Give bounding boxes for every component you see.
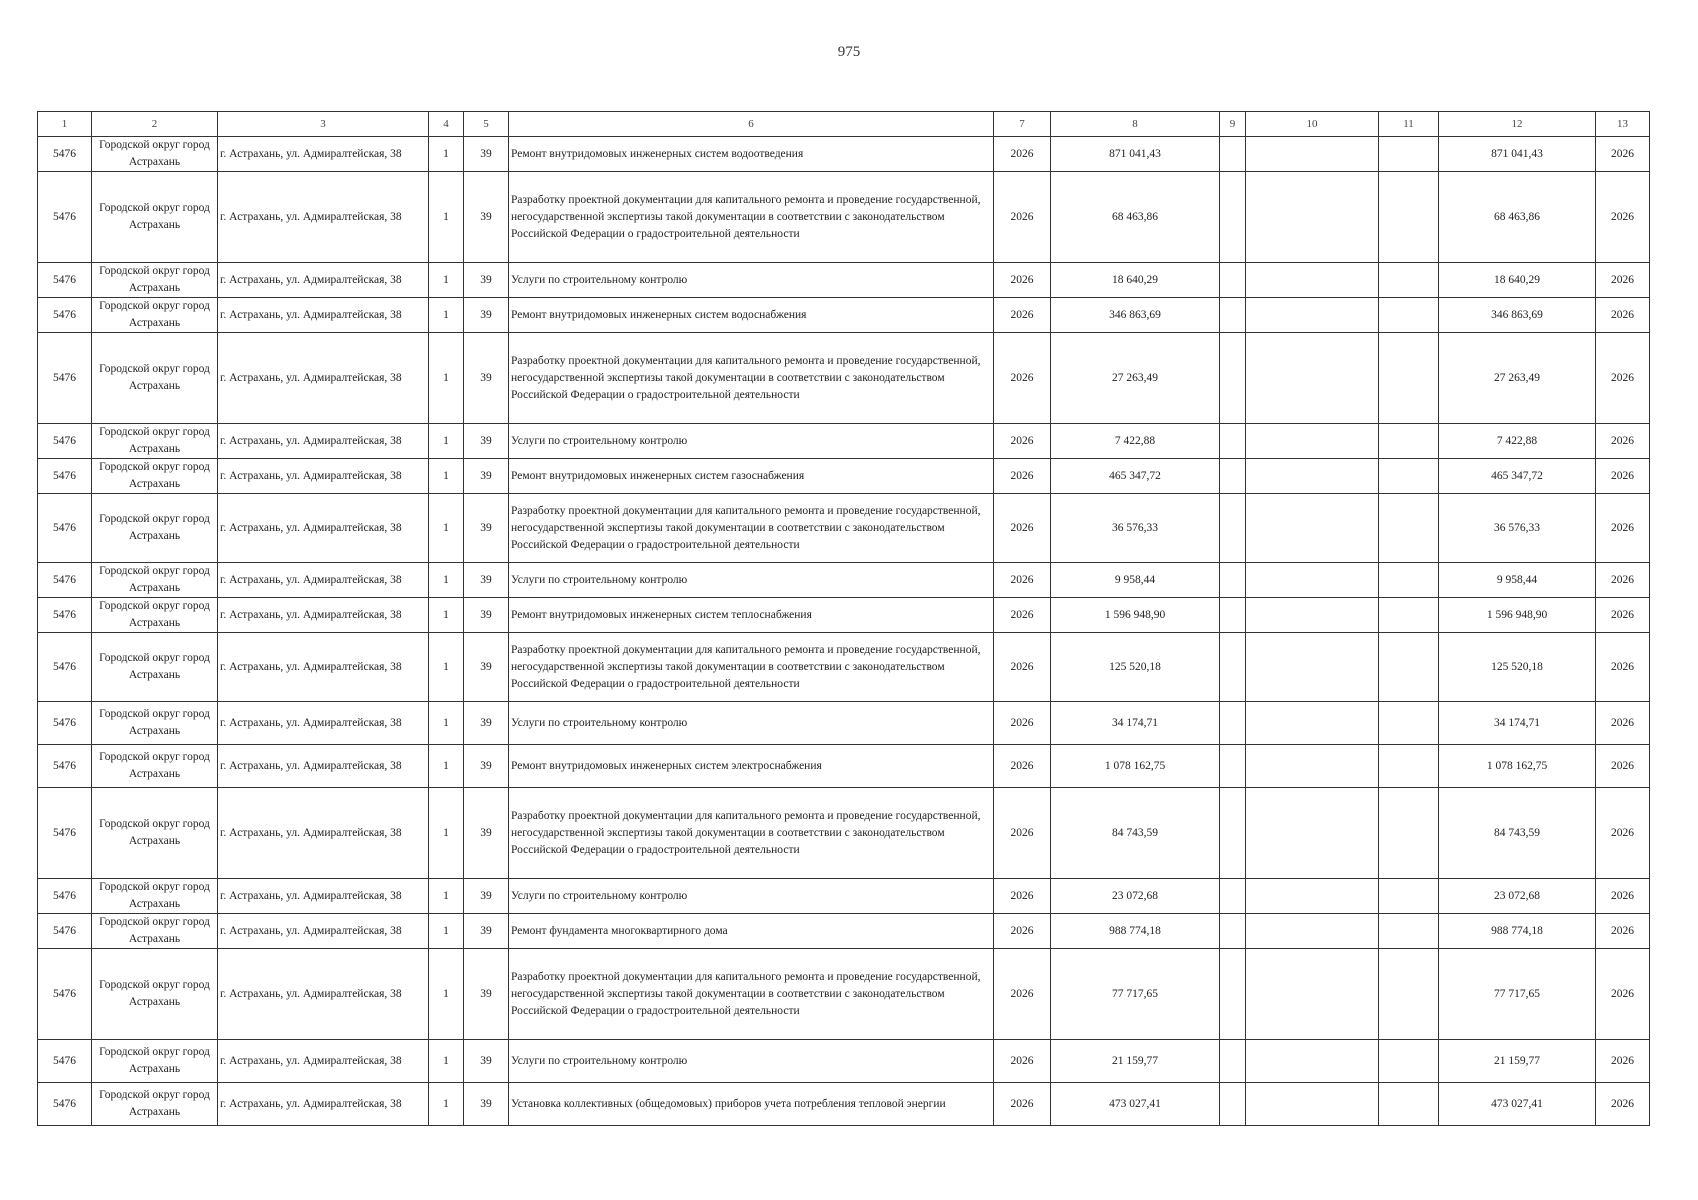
col-9-cell <box>1220 702 1246 745</box>
column-header: 9 <box>1220 112 1246 137</box>
cost-cell: 18 640,29 <box>1051 263 1220 298</box>
building-code-cell: 1 <box>429 137 464 172</box>
row-id-cell: 5476 <box>38 1040 92 1083</box>
municipality-cell: Городской округ город Астрахань <box>92 788 218 879</box>
col-10-cell <box>1246 424 1379 459</box>
cost-cell: 988 774,18 <box>1051 914 1220 949</box>
table-row <box>38 1083 1650 1126</box>
work-type-cell: Услуги по строительному контролю <box>509 263 994 298</box>
building-code-cell: 1 <box>429 1083 464 1126</box>
address-cell: г. Астрахань, ул. Адмиралтейская, 38 <box>218 633 429 702</box>
municipality-cell: Городской округ город Астрахань <box>92 298 218 333</box>
address-cell: г. Астрахань, ул. Адмиралтейская, 38 <box>218 333 429 424</box>
address-cell: г. Астрахань, ул. Адмиралтейская, 38 <box>218 745 429 788</box>
work-code-cell: 39 <box>464 914 509 949</box>
total-cost-cell: 68 463,86 <box>1439 172 1596 263</box>
address-cell: г. Астрахань, ул. Адмиралтейская, 38 <box>218 137 429 172</box>
total-cost-cell: 18 640,29 <box>1439 263 1596 298</box>
cost-cell: 9 958,44 <box>1051 563 1220 598</box>
work-code-cell: 39 <box>464 137 509 172</box>
row-id-cell: 5476 <box>38 879 92 914</box>
cost-cell: 1 078 162,75 <box>1051 745 1220 788</box>
cost-cell: 21 159,77 <box>1051 1040 1220 1083</box>
total-cost-cell: 125 520,18 <box>1439 633 1596 702</box>
column-header: 10 <box>1246 112 1379 137</box>
col-10-cell <box>1246 494 1379 563</box>
cost-cell: 465 347,72 <box>1051 459 1220 494</box>
table-row <box>38 494 1650 563</box>
col-10-cell <box>1246 633 1379 702</box>
total-cost-cell: 473 027,41 <box>1439 1083 1596 1126</box>
year-cell: 2026 <box>994 494 1051 563</box>
total-cost-cell: 36 576,33 <box>1439 494 1596 563</box>
col-9-cell <box>1220 459 1246 494</box>
work-code-cell: 39 <box>464 563 509 598</box>
municipality-cell: Городской округ город Астрахань <box>92 1040 218 1083</box>
total-cost-cell: 27 263,49 <box>1439 333 1596 424</box>
table-row <box>38 702 1650 745</box>
work-code-cell: 39 <box>464 745 509 788</box>
year-cell: 2026 <box>994 333 1051 424</box>
col-9-cell <box>1220 879 1246 914</box>
year-cell: 2026 <box>994 745 1051 788</box>
work-code-cell: 39 <box>464 702 509 745</box>
cost-cell: 84 743,59 <box>1051 788 1220 879</box>
work-code-cell: 39 <box>464 459 509 494</box>
row-id-cell: 5476 <box>38 949 92 1040</box>
row-id-cell: 5476 <box>38 702 92 745</box>
cost-cell: 34 174,71 <box>1051 702 1220 745</box>
col-10-cell <box>1246 459 1379 494</box>
completion-year-cell: 2026 <box>1596 563 1650 598</box>
table-row <box>38 459 1650 494</box>
column-header: 5 <box>464 112 509 137</box>
row-id-cell: 5476 <box>38 137 92 172</box>
work-type-cell: Ремонт фундамента многоквартирного дома <box>509 914 994 949</box>
completion-year-cell: 2026 <box>1596 949 1650 1040</box>
completion-year-cell: 2026 <box>1596 788 1650 879</box>
year-cell: 2026 <box>994 788 1051 879</box>
row-id-cell: 5476 <box>38 424 92 459</box>
year-cell: 2026 <box>994 914 1051 949</box>
address-cell: г. Астрахань, ул. Адмиралтейская, 38 <box>218 1040 429 1083</box>
municipality-cell: Городской округ город Астрахань <box>92 172 218 263</box>
col-11-cell <box>1379 263 1439 298</box>
cost-cell: 7 422,88 <box>1051 424 1220 459</box>
work-type-cell: Разработку проектной документации для капитального ремонта и проведение государственной, негосударственной экспертизы такой документации в соответствии с законодательством Российской Федерации о градостроительной деятельности <box>509 949 994 1040</box>
work-code-cell: 39 <box>464 424 509 459</box>
total-cost-cell: 871 041,43 <box>1439 137 1596 172</box>
address-cell: г. Астрахань, ул. Адмиралтейская, 38 <box>218 563 429 598</box>
municipality-cell: Городской округ город Астрахань <box>92 879 218 914</box>
cost-cell: 23 072,68 <box>1051 879 1220 914</box>
address-cell: г. Астрахань, ул. Адмиралтейская, 38 <box>218 263 429 298</box>
completion-year-cell: 2026 <box>1596 598 1650 633</box>
col-9-cell <box>1220 424 1246 459</box>
total-cost-cell: 84 743,59 <box>1439 788 1596 879</box>
building-code-cell: 1 <box>429 598 464 633</box>
col-9-cell <box>1220 914 1246 949</box>
row-id-cell: 5476 <box>38 333 92 424</box>
year-cell: 2026 <box>994 702 1051 745</box>
address-cell: г. Астрахань, ул. Адмиралтейская, 38 <box>218 1083 429 1126</box>
building-code-cell: 1 <box>429 633 464 702</box>
row-id-cell: 5476 <box>38 598 92 633</box>
col-10-cell <box>1246 914 1379 949</box>
col-10-cell <box>1246 1040 1379 1083</box>
table-row <box>38 879 1650 914</box>
completion-year-cell: 2026 <box>1596 263 1650 298</box>
col-9-cell <box>1220 788 1246 879</box>
col-10-cell <box>1246 598 1379 633</box>
municipality-cell: Городской округ город Астрахань <box>92 563 218 598</box>
year-cell: 2026 <box>994 459 1051 494</box>
col-11-cell <box>1379 1040 1439 1083</box>
completion-year-cell: 2026 <box>1596 702 1650 745</box>
building-code-cell: 1 <box>429 745 464 788</box>
work-code-cell: 39 <box>464 333 509 424</box>
work-code-cell: 39 <box>464 263 509 298</box>
col-9-cell <box>1220 949 1246 1040</box>
cost-cell: 36 576,33 <box>1051 494 1220 563</box>
work-type-cell: Ремонт внутридомовых инженерных систем водоотведения <box>509 137 994 172</box>
completion-year-cell: 2026 <box>1596 424 1650 459</box>
building-code-cell: 1 <box>429 702 464 745</box>
col-11-cell <box>1379 298 1439 333</box>
cost-cell: 346 863,69 <box>1051 298 1220 333</box>
work-type-cell: Ремонт внутридомовых инженерных систем газоснабжения <box>509 459 994 494</box>
work-type-cell: Ремонт внутридомовых инженерных систем электроснабжения <box>509 745 994 788</box>
municipality-cell: Городской округ город Астрахань <box>92 914 218 949</box>
year-cell: 2026 <box>994 879 1051 914</box>
col-10-cell <box>1246 702 1379 745</box>
work-type-cell: Разработку проектной документации для капитального ремонта и проведение государственной, негосударственной экспертизы такой документации в соответствии с законодательством Российской Федерации о градостроительной деятельности <box>509 788 994 879</box>
total-cost-cell: 23 072,68 <box>1439 879 1596 914</box>
col-9-cell <box>1220 298 1246 333</box>
year-cell: 2026 <box>994 633 1051 702</box>
col-11-cell <box>1379 459 1439 494</box>
col-10-cell <box>1246 1083 1379 1126</box>
col-11-cell <box>1379 333 1439 424</box>
building-code-cell: 1 <box>429 172 464 263</box>
year-cell: 2026 <box>994 137 1051 172</box>
total-cost-cell: 21 159,77 <box>1439 1040 1596 1083</box>
completion-year-cell: 2026 <box>1596 459 1650 494</box>
address-cell: г. Астрахань, ул. Адмиралтейская, 38 <box>218 172 429 263</box>
completion-year-cell: 2026 <box>1596 745 1650 788</box>
col-11-cell <box>1379 137 1439 172</box>
work-code-cell: 39 <box>464 494 509 563</box>
building-code-cell: 1 <box>429 949 464 1040</box>
table-row <box>38 424 1650 459</box>
col-10-cell <box>1246 745 1379 788</box>
completion-year-cell: 2026 <box>1596 914 1650 949</box>
year-cell: 2026 <box>994 1040 1051 1083</box>
year-cell: 2026 <box>994 424 1051 459</box>
col-11-cell <box>1379 598 1439 633</box>
column-header: 13 <box>1596 112 1650 137</box>
municipality-cell: Городской округ город Астрахань <box>92 1083 218 1126</box>
completion-year-cell: 2026 <box>1596 879 1650 914</box>
col-9-cell <box>1220 1083 1246 1126</box>
address-cell: г. Астрахань, ул. Адмиралтейская, 38 <box>218 424 429 459</box>
cost-cell: 125 520,18 <box>1051 633 1220 702</box>
col-9-cell <box>1220 745 1246 788</box>
work-type-cell: Ремонт внутридомовых инженерных систем водоснабжения <box>509 298 994 333</box>
table-row <box>38 598 1650 633</box>
work-code-cell: 39 <box>464 879 509 914</box>
address-cell: г. Астрахань, ул. Адмиралтейская, 38 <box>218 494 429 563</box>
col-10-cell <box>1246 333 1379 424</box>
col-11-cell <box>1379 494 1439 563</box>
col-10-cell <box>1246 172 1379 263</box>
table-row <box>38 333 1650 424</box>
municipality-cell: Городской округ город Астрахань <box>92 598 218 633</box>
column-header: 2 <box>92 112 218 137</box>
work-type-cell: Разработку проектной документации для капитального ремонта и проведение государственной, негосударственной экспертизы такой документации в соответствии с законодательством Российской Федерации о градостроительной деятельности <box>509 172 994 263</box>
building-code-cell: 1 <box>429 459 464 494</box>
cost-cell: 68 463,86 <box>1051 172 1220 263</box>
completion-year-cell: 2026 <box>1596 298 1650 333</box>
column-header: 3 <box>218 112 429 137</box>
year-cell: 2026 <box>994 263 1051 298</box>
col-9-cell <box>1220 563 1246 598</box>
year-cell: 2026 <box>994 949 1051 1040</box>
page-number: 975 <box>837 44 861 60</box>
work-code-cell: 39 <box>464 298 509 333</box>
col-10-cell <box>1246 137 1379 172</box>
municipality-cell: Городской округ город Астрахань <box>92 333 218 424</box>
total-cost-cell: 7 422,88 <box>1439 424 1596 459</box>
cost-cell: 1 596 948,90 <box>1051 598 1220 633</box>
col-9-cell <box>1220 633 1246 702</box>
work-type-cell: Услуги по строительному контролю <box>509 702 994 745</box>
col-11-cell <box>1379 879 1439 914</box>
address-cell: г. Астрахань, ул. Адмиралтейская, 38 <box>218 949 429 1040</box>
work-type-cell: Услуги по строительному контролю <box>509 424 994 459</box>
col-9-cell <box>1220 598 1246 633</box>
header-row <box>38 112 1650 137</box>
completion-year-cell: 2026 <box>1596 1040 1650 1083</box>
year-cell: 2026 <box>994 598 1051 633</box>
address-cell: г. Астрахань, ул. Адмиралтейская, 38 <box>218 459 429 494</box>
col-11-cell <box>1379 745 1439 788</box>
address-cell: г. Астрахань, ул. Адмиралтейская, 38 <box>218 914 429 949</box>
work-type-cell: Установка коллективных (общедомовых) приборов учета потребления тепловой энергии <box>509 1083 994 1126</box>
row-id-cell: 5476 <box>38 459 92 494</box>
column-header: 1 <box>38 112 92 137</box>
column-header: 12 <box>1439 112 1596 137</box>
year-cell: 2026 <box>994 298 1051 333</box>
col-11-cell <box>1379 788 1439 879</box>
work-type-cell: Разработку проектной документации для капитального ремонта и проведение государственной, негосударственной экспертизы такой документации в соответствии с законодательством Российской Федерации о градостроительной деятельности <box>509 633 994 702</box>
table-row <box>38 788 1650 879</box>
completion-year-cell: 2026 <box>1596 333 1650 424</box>
table-row <box>38 172 1650 263</box>
row-id-cell: 5476 <box>38 745 92 788</box>
municipality-cell: Городской округ город Астрахань <box>92 263 218 298</box>
row-id-cell: 5476 <box>38 633 92 702</box>
work-code-cell: 39 <box>464 949 509 1040</box>
address-cell: г. Астрахань, ул. Адмиралтейская, 38 <box>218 702 429 745</box>
col-11-cell <box>1379 172 1439 263</box>
work-code-cell: 39 <box>464 788 509 879</box>
cost-cell: 27 263,49 <box>1051 333 1220 424</box>
address-cell: г. Астрахань, ул. Адмиралтейская, 38 <box>218 298 429 333</box>
col-10-cell <box>1246 263 1379 298</box>
work-code-cell: 39 <box>464 172 509 263</box>
work-type-cell: Услуги по строительному контролю <box>509 563 994 598</box>
building-code-cell: 1 <box>429 494 464 563</box>
work-code-cell: 39 <box>464 633 509 702</box>
col-9-cell <box>1220 333 1246 424</box>
total-cost-cell: 346 863,69 <box>1439 298 1596 333</box>
table-row <box>38 745 1650 788</box>
table-row <box>38 633 1650 702</box>
work-type-cell: Услуги по строительному контролю <box>509 1040 994 1083</box>
year-cell: 2026 <box>994 172 1051 263</box>
table-body <box>38 137 1650 1126</box>
cost-cell: 77 717,65 <box>1051 949 1220 1040</box>
col-11-cell <box>1379 424 1439 459</box>
work-code-cell: 39 <box>464 1040 509 1083</box>
building-code-cell: 1 <box>429 879 464 914</box>
col-10-cell <box>1246 879 1379 914</box>
total-cost-cell: 1 078 162,75 <box>1439 745 1596 788</box>
col-10-cell <box>1246 949 1379 1040</box>
municipality-cell: Городской округ город Астрахань <box>92 424 218 459</box>
row-id-cell: 5476 <box>38 563 92 598</box>
col-9-cell <box>1220 137 1246 172</box>
municipality-cell: Городской округ город Астрахань <box>92 137 218 172</box>
col-11-cell <box>1379 702 1439 745</box>
building-code-cell: 1 <box>429 333 464 424</box>
address-cell: г. Астрахань, ул. Адмиралтейская, 38 <box>218 598 429 633</box>
table-row <box>38 298 1650 333</box>
completion-year-cell: 2026 <box>1596 1083 1650 1126</box>
col-10-cell <box>1246 563 1379 598</box>
completion-year-cell: 2026 <box>1596 172 1650 263</box>
cost-cell: 871 041,43 <box>1051 137 1220 172</box>
table-row <box>38 949 1650 1040</box>
municipality-cell: Городской округ город Астрахань <box>92 494 218 563</box>
work-code-cell: 39 <box>464 598 509 633</box>
row-id-cell: 5476 <box>38 172 92 263</box>
work-type-cell: Услуги по строительному контролю <box>509 879 994 914</box>
row-id-cell: 5476 <box>38 263 92 298</box>
municipality-cell: Городской округ город Астрахань <box>92 702 218 745</box>
building-code-cell: 1 <box>429 788 464 879</box>
col-10-cell <box>1246 298 1379 333</box>
work-type-cell: Ремонт внутридомовых инженерных систем теплоснабжения <box>509 598 994 633</box>
capital-repair-table <box>37 111 1650 1126</box>
row-id-cell: 5476 <box>38 788 92 879</box>
work-code-cell: 39 <box>464 1083 509 1126</box>
municipality-cell: Городской округ город Астрахань <box>92 459 218 494</box>
cost-cell: 473 027,41 <box>1051 1083 1220 1126</box>
total-cost-cell: 988 774,18 <box>1439 914 1596 949</box>
column-header: 11 <box>1379 112 1439 137</box>
col-11-cell <box>1379 563 1439 598</box>
table-row <box>38 1040 1650 1083</box>
building-code-cell: 1 <box>429 424 464 459</box>
year-cell: 2026 <box>994 1083 1051 1126</box>
row-id-cell: 5476 <box>38 1083 92 1126</box>
municipality-cell: Городской округ город Астрахань <box>92 949 218 1040</box>
total-cost-cell: 77 717,65 <box>1439 949 1596 1040</box>
completion-year-cell: 2026 <box>1596 137 1650 172</box>
table-row <box>38 563 1650 598</box>
column-header: 4 <box>429 112 464 137</box>
address-cell: г. Астрахань, ул. Адмиралтейская, 38 <box>218 879 429 914</box>
col-11-cell <box>1379 1083 1439 1126</box>
column-header: 8 <box>1051 112 1220 137</box>
row-id-cell: 5476 <box>38 494 92 563</box>
col-9-cell <box>1220 1040 1246 1083</box>
col-10-cell <box>1246 788 1379 879</box>
completion-year-cell: 2026 <box>1596 494 1650 563</box>
completion-year-cell: 2026 <box>1596 633 1650 702</box>
building-code-cell: 1 <box>429 263 464 298</box>
total-cost-cell: 465 347,72 <box>1439 459 1596 494</box>
building-code-cell: 1 <box>429 914 464 949</box>
municipality-cell: Городской округ город Астрахань <box>92 633 218 702</box>
work-type-cell: Разработку проектной документации для капитального ремонта и проведение государственной, негосударственной экспертизы такой документации в соответствии с законодательством Российской Федерации о градостроительной деятельности <box>509 494 994 563</box>
year-cell: 2026 <box>994 563 1051 598</box>
row-id-cell: 5476 <box>38 298 92 333</box>
building-code-cell: 1 <box>429 563 464 598</box>
col-9-cell <box>1220 263 1246 298</box>
row-id-cell: 5476 <box>38 914 92 949</box>
col-11-cell <box>1379 949 1439 1040</box>
building-code-cell: 1 <box>429 1040 464 1083</box>
work-type-cell: Разработку проектной документации для капитального ремонта и проведение государственной, негосударственной экспертизы такой документации в соответствии с законодательством Российской Федерации о градостроительной деятельности <box>509 333 994 424</box>
col-11-cell <box>1379 914 1439 949</box>
address-cell: г. Астрахань, ул. Адмиралтейская, 38 <box>218 788 429 879</box>
total-cost-cell: 34 174,71 <box>1439 702 1596 745</box>
table-row <box>38 137 1650 172</box>
column-header: 6 <box>509 112 994 137</box>
municipality-cell: Городской округ город Астрахань <box>92 745 218 788</box>
table-row <box>38 263 1650 298</box>
building-code-cell: 1 <box>429 298 464 333</box>
total-cost-cell: 1 596 948,90 <box>1439 598 1596 633</box>
table-row <box>38 914 1650 949</box>
col-11-cell <box>1379 633 1439 702</box>
column-header: 7 <box>994 112 1051 137</box>
total-cost-cell: 9 958,44 <box>1439 563 1596 598</box>
col-9-cell <box>1220 172 1246 263</box>
col-9-cell <box>1220 494 1246 563</box>
